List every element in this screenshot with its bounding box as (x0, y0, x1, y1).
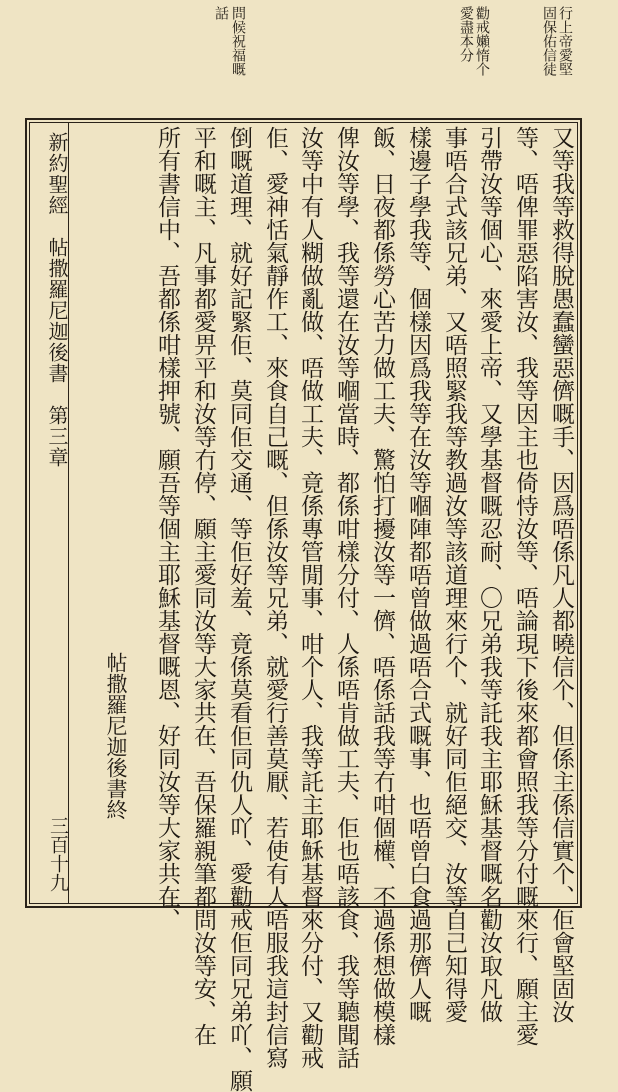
page-number: 三百十九 (47, 816, 69, 892)
text-column-2: 等、唔俾罪惡陷害汝、我等因主也倚恃汝等、唔論現下後來都會照我等分付嘅來行、願主愛 (512, 126, 538, 1046)
headnote-2: 固保佑信徒 (541, 6, 557, 76)
text-column-4: 事唔合式該兄弟、又唔照緊我等教過汝等該道理來行个、就好同佢絕交、汝等自己知得愛 (441, 126, 467, 1023)
text-column-3: 引帶汝等個心、來愛上帝、又學基督嘅忍耐、〇兄弟我等託我主耶穌基督嘅名勸汝取凡做 (476, 126, 502, 1023)
running-header-column (29, 122, 69, 904)
text-column-9: 佢、愛神恬氣靜作工、來食自己嘅、但係汝等兄弟、就愛行善莫厭、若使有人唔服我這封信寫 (262, 126, 288, 1069)
text-column-6: 飯、日夜都係勞心苦力做工夫、驚怕打擾汝等一儕、唔係話我等冇咁個權、不過係想做模樣 (369, 126, 395, 1046)
text-column-1: 又等我等救得脫愚蠢蠻惡儕嘅手、因爲唔係凡人都曉信个、但係主係信實个、佢會堅固汝 (548, 126, 574, 1023)
text-column-5: 樣邊子學我等、個樣因爲我等在汝等嗰陣都唔曾做過唔合式嘅事、也唔曾白食過那儕人嘅 (405, 126, 431, 1023)
headnote-5: 問候祝福嘅 (230, 6, 246, 76)
text-column-8: 汝等中有人糊做亂做、唔做工夫、竟係專管閒事、咁个人、我等託主耶穌基督來分付、又勸戒 (297, 126, 323, 1069)
headnote-3: 勸戒嬾惰个 (474, 6, 490, 76)
headnote-1: 行上帝愛堅 (557, 6, 573, 76)
headnote-4: 愛盡本分 (458, 6, 474, 62)
text-column-10: 倒嘅道理、就好記緊佢、莫同佢交通、等佢好羞、竟係莫看佢同仇人吖、愛勸戒佢同兄弟吖、願 (226, 126, 252, 1092)
headnote-6: 話 (213, 6, 229, 20)
text-column-7: 俾汝等學、我等還在汝等嗰當時、都係咁樣分付、人係唔肯做工夫、佢也唔該食、我等聽聞話 (333, 126, 359, 1069)
running-title: 新約聖經 帖撒羅尼迦後書 第三章 (45, 132, 69, 468)
text-column-11: 平和嘅主、凡事都愛畀平和汝等冇停、願主愛同汝等大家共在、吾保羅親筆都問汝等安、在 (190, 126, 216, 1046)
book-end-label: 帖撒羅尼迦後書終 (104, 652, 128, 820)
text-column-12: 所有書信中、吾都係咁樣押號、願吾等個主耶穌基督嘅恩、好同汝等大家共在、 (154, 126, 180, 931)
